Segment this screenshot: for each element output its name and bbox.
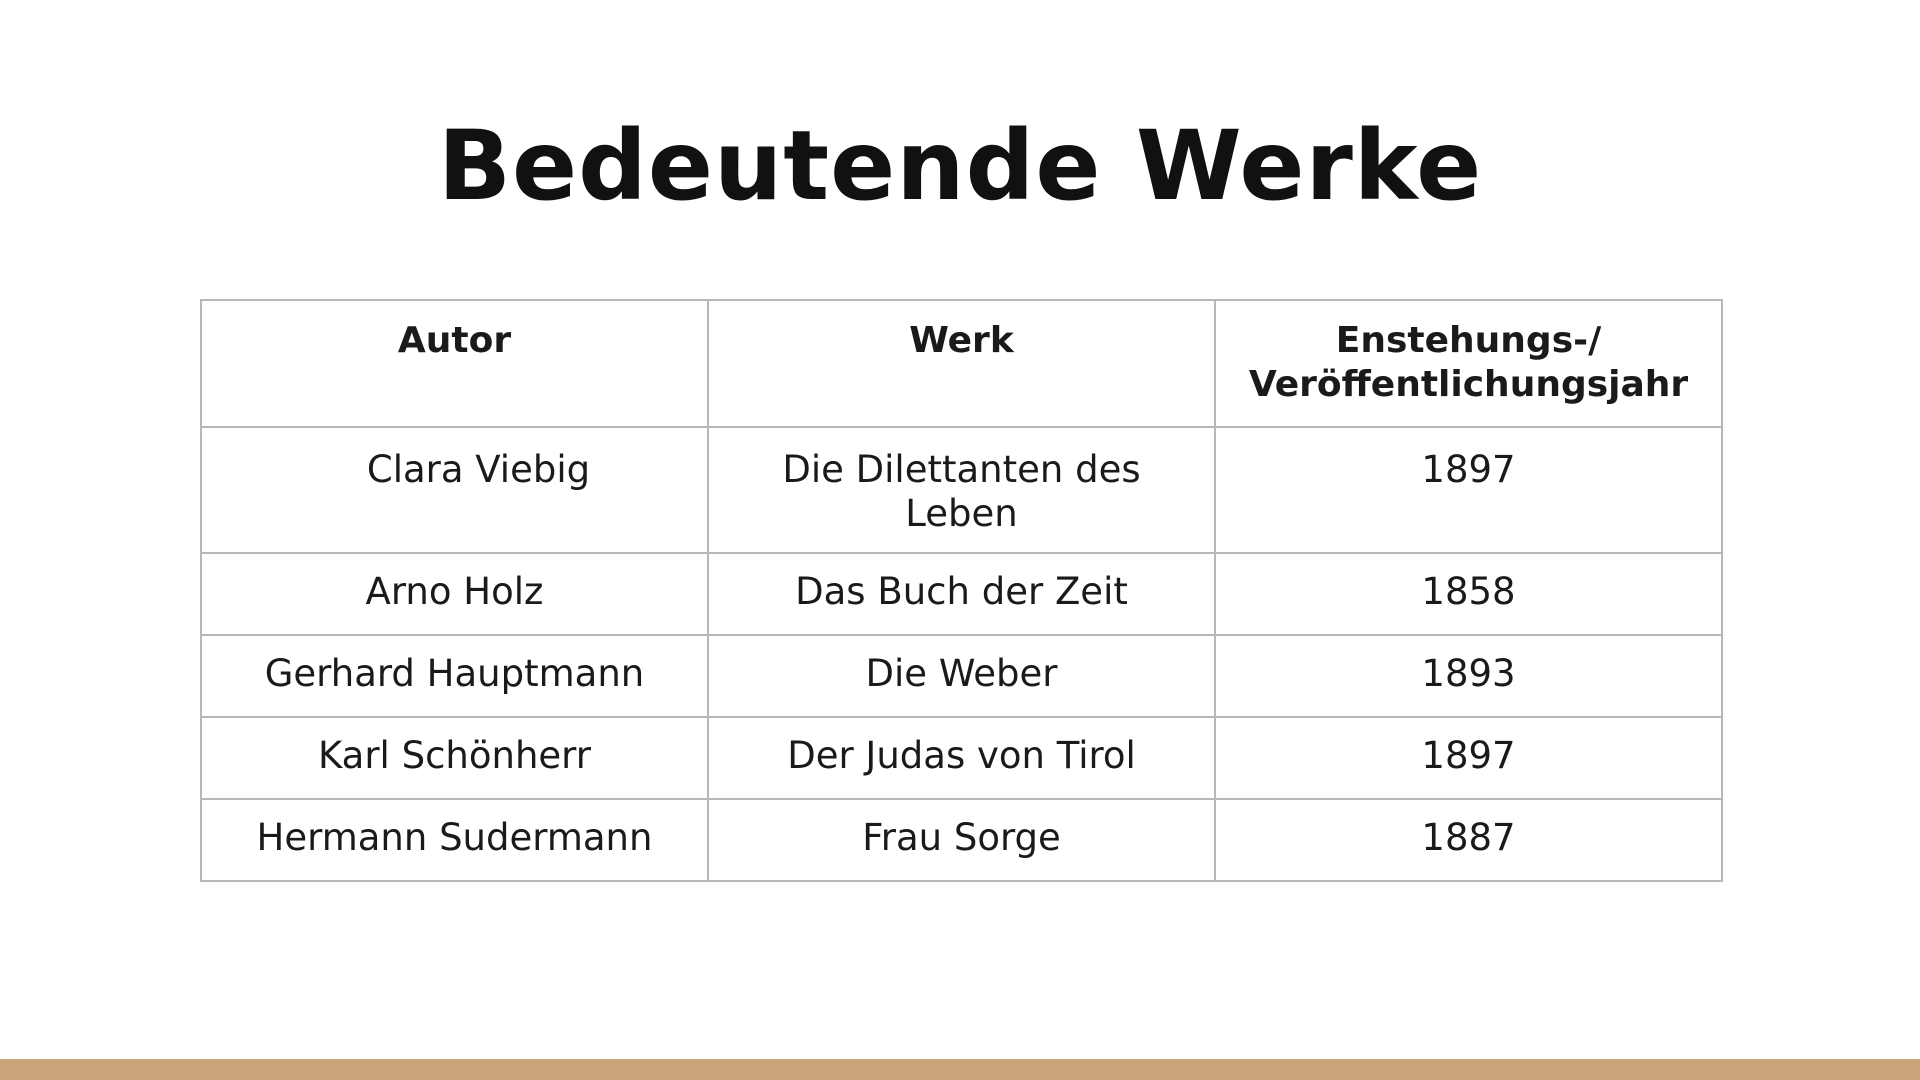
- cell-werk: Die Weber: [708, 635, 1215, 717]
- works-table: [200, 299, 1723, 882]
- footer-accent-bar: [0, 1059, 1920, 1080]
- cell-werk: Der Judas von Tirol: [708, 717, 1215, 799]
- header-werk: Werk: [708, 300, 1215, 427]
- table-row: [201, 553, 1722, 635]
- cell-werk-line1: Die Dilettanten des: [782, 448, 1141, 491]
- cell-jahr: 1887: [1215, 799, 1722, 881]
- table-row: [201, 427, 1722, 553]
- cell-jahr: 1897: [1215, 717, 1722, 799]
- cell-autor: Clara Viebig: [201, 427, 708, 553]
- cell-autor: Hermann Sudermann: [201, 799, 708, 881]
- cell-werk-line2: Leben: [905, 492, 1018, 535]
- table-header-row: [201, 300, 1722, 427]
- cell-autor: Arno Holz: [201, 553, 708, 635]
- cell-jahr: 1858: [1215, 553, 1722, 635]
- cell-jahr: 1897: [1215, 427, 1722, 553]
- header-jahr-line2: Veröffentlichungsjahr: [1248, 364, 1689, 405]
- table-row: [201, 635, 1722, 717]
- cell-werk: [708, 427, 1215, 553]
- table-row: [201, 717, 1722, 799]
- cell-werk: Das Buch der Zeit: [708, 553, 1215, 635]
- header-jahr: [1215, 300, 1722, 427]
- cell-autor: Gerhard Hauptmann: [201, 635, 708, 717]
- cell-jahr: 1893: [1215, 635, 1722, 717]
- cell-werk: Frau Sorge: [708, 799, 1215, 881]
- header-autor: Autor: [201, 300, 708, 427]
- table-row: [201, 799, 1722, 881]
- cell-autor: Karl Schönherr: [201, 717, 708, 799]
- slide-title: Bedeutende Werke: [437, 110, 1483, 222]
- header-jahr-line1: Enstehungs-/: [1335, 320, 1602, 361]
